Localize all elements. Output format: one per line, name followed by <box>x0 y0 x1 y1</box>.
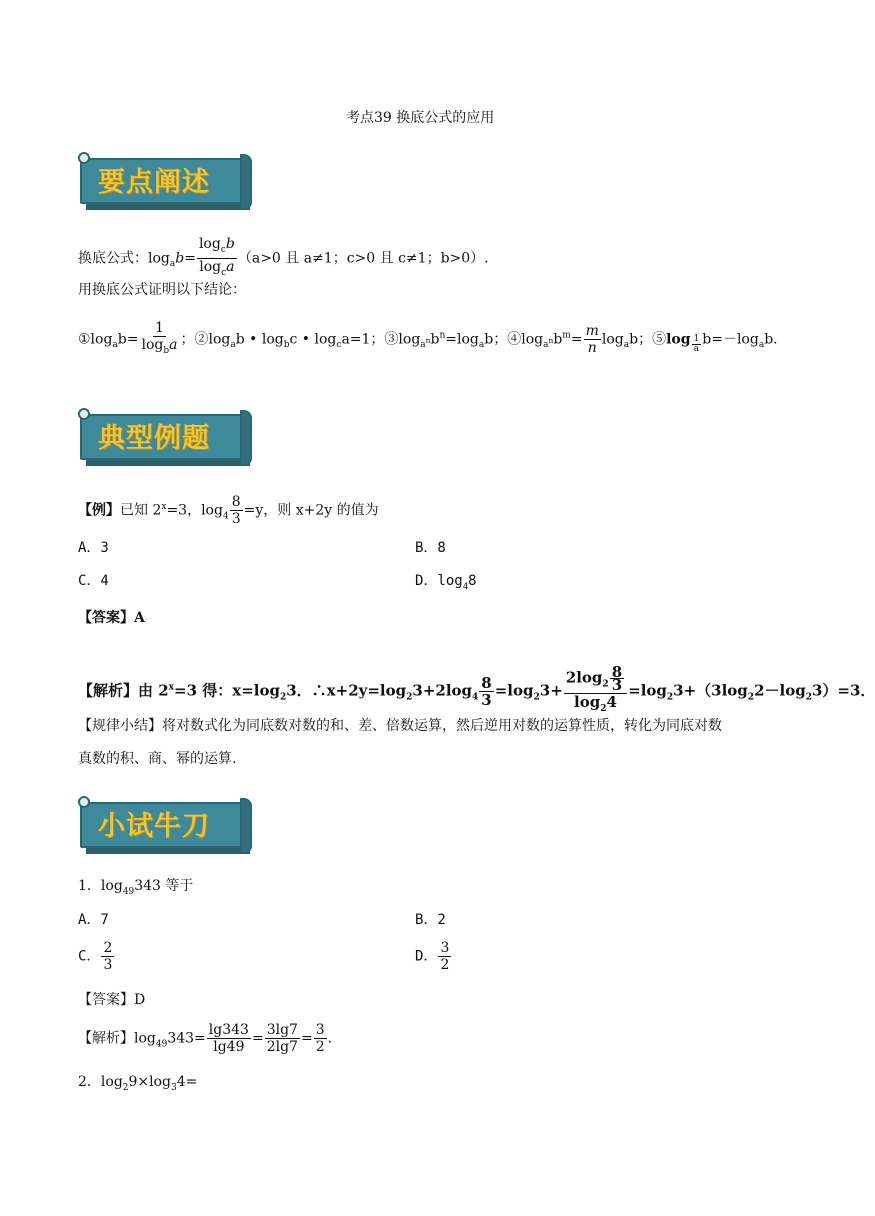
banner-label: 小试牛刀 <box>98 811 210 842</box>
section-banner-examples <box>76 406 254 470</box>
q1-analysis: 【解析】$\log_{49}343=$ $\frac{\lg 343}{\lg 49}$ = $\frac{3\lg 7}{2\lg 7}$ = $\frac{3}{2}$ . <box>78 1022 333 1055</box>
option-b: B．8 <box>415 540 446 556</box>
change-of-base-formula: 换底公式：$\log_ab=$ $\frac{\log_cb}{\log_ca}$ （a>0 且 a≠1；c>0 且 c≠1；b>0）. <box>78 236 489 278</box>
banner-label: 典型例题 <box>98 423 210 454</box>
q1-option-c: C． $\frac{2}{3}$ <box>78 940 113 973</box>
q1-option-a: A．7 <box>78 912 109 928</box>
section-banner-key-points <box>76 150 254 214</box>
option-c: C．4 <box>78 573 109 589</box>
analysis-1: 【解析】由 $2^x=3$ 得：$x=\log_23$．$\therefore x+2y=\log_23+2\log_4$ $\frac{8}{3}$ $=\log_23+$ $2\log_2$ $\frac{8}{3}$ $\log_24$ $=\log_23+(3\log_22-\log_23)=3$． <box>78 663 875 714</box>
summary-line-2: 真数的积、商、幂的运算. <box>78 751 237 767</box>
q1-option-b: B．2 <box>415 912 446 928</box>
q1-option-d: D． $\frac{3}{2}$ <box>415 940 450 973</box>
intro-line: 用换底公式证明以下结论： <box>78 282 246 298</box>
pin-icon <box>78 796 90 808</box>
q1-answer: 【答案】D <box>78 992 146 1008</box>
option-a: A．3 <box>78 540 109 556</box>
answer-1: 【答案】A <box>78 610 145 626</box>
section-banner-practice <box>76 794 254 858</box>
question-1: 1．$\log_{49}343$ 等于 <box>78 878 194 897</box>
question-2: 2．$\log_29\times\log_34=$ <box>78 1074 198 1093</box>
page-title: 考点39 换底公式的应用 <box>346 110 495 126</box>
example-question: 【例】已知 $2^x=3$，$\log_4$ $\frac{8}{3}$ =y，则 x+2y 的值为 <box>78 494 379 527</box>
summary-line-1: 【规律小结】将对数式化为同底数对数的和、差、倍数运算，然后逆用对数的运算性质，转化为同底对数 <box>78 718 722 734</box>
banner-label: 要点阐述 <box>98 167 210 198</box>
option-d: D．$\log_48$ <box>415 573 477 592</box>
conclusions-line: $①\log_ab=$ $\frac{1}{\log_ba}$ ；$②\log_ab$ • $\log_bc$ • $\log_ca=1$；$③\log_{a^n}b^n=\log_ab$；$④\log_{a^n}b^m=$ $\frac{m}{n}$ $\log_ab$；⑤log $_{\frac{1}{a}}$ $b=-\log_ab$. <box>78 320 778 356</box>
pin-icon <box>78 408 90 420</box>
pin-icon <box>78 152 90 164</box>
